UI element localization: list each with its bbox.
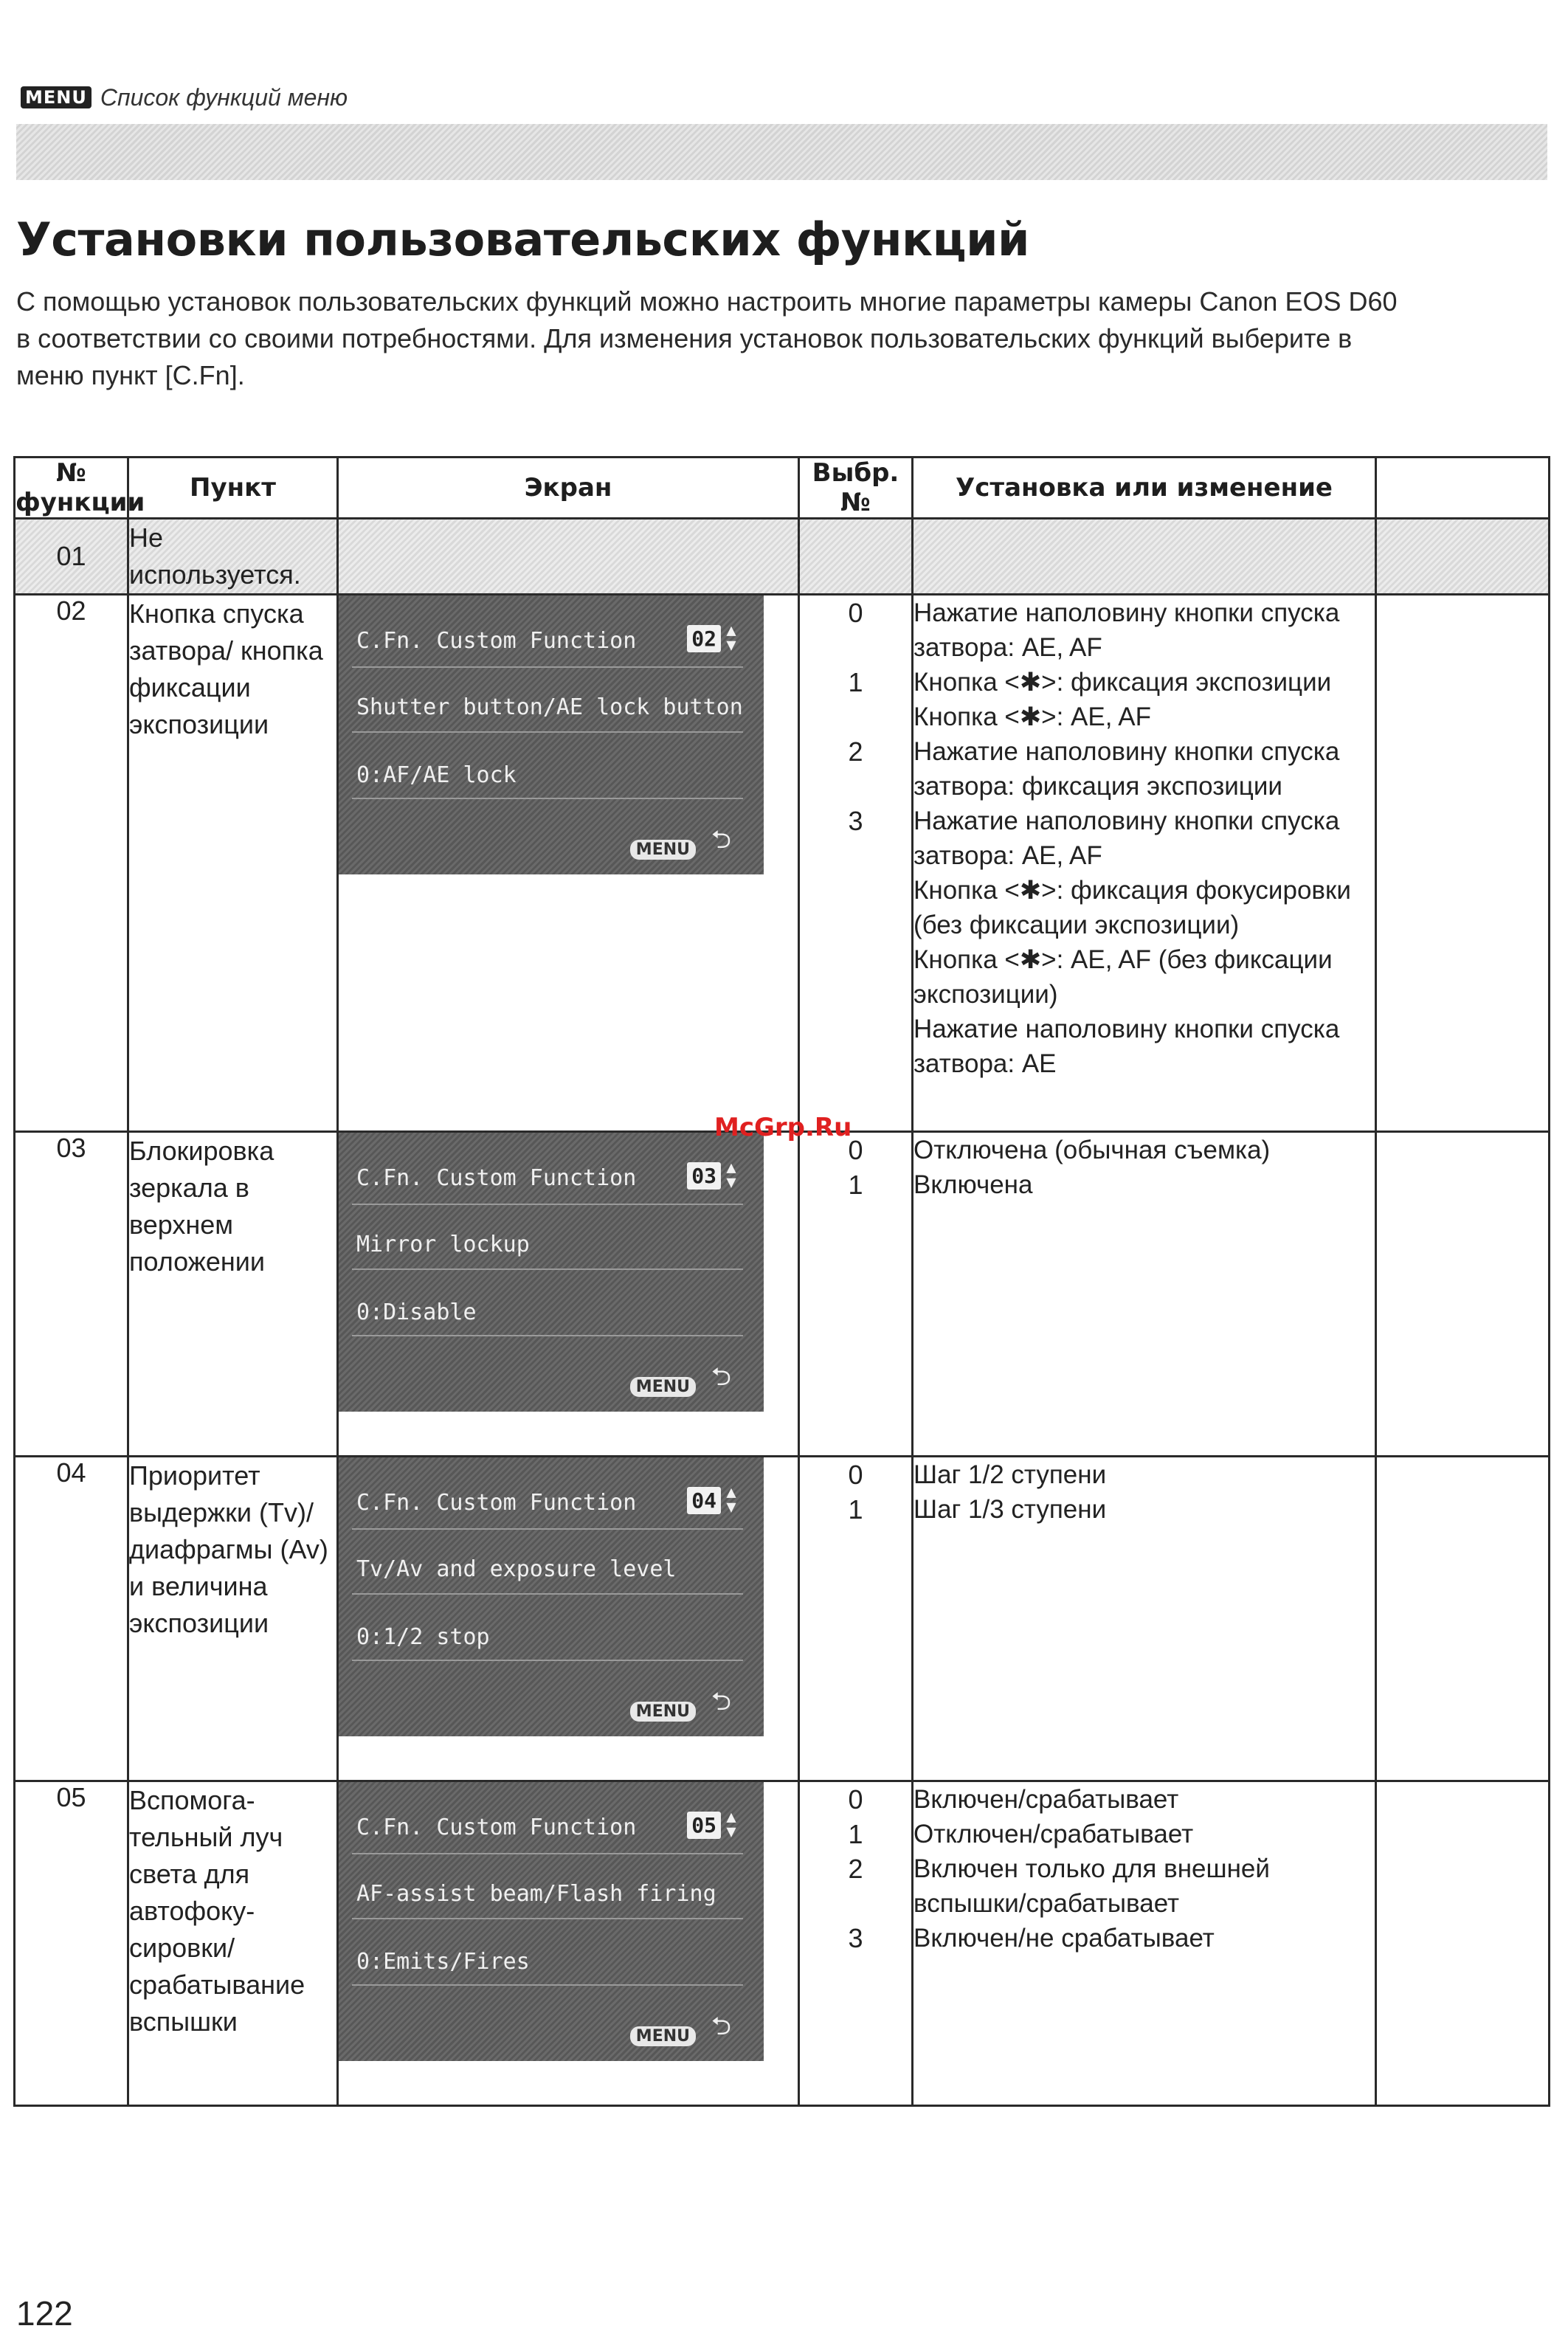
setting-text: Шаг 1/2 ступени <box>913 1460 1107 1489</box>
setting-cell <box>913 1457 1376 1781</box>
header-setting: Установка или изменение <box>913 458 1376 519</box>
lcd-menu-icon: MENU <box>630 1377 696 1397</box>
lcd-value: 0:AF/AE lock <box>356 762 517 788</box>
header-blank <box>1376 458 1550 519</box>
setting-text: Кнопка <✱>: фиксация экспозиции <box>913 668 1332 697</box>
selection-value: 1 <box>848 1819 863 1849</box>
function-number: 05 <box>15 1781 128 2106</box>
setting-text: Кнопка <✱>: AE, AF (без фиксации экспозиции) <box>913 945 1333 1009</box>
up-down-arrows-icon: ▲ ▼ <box>726 1808 736 1841</box>
setting-text: Включен только для внешней вспышки/срабатывает <box>913 1854 1270 1918</box>
setting-text: Кнопка <✱>: фиксация фокусировки (без фиксации экспозиции) <box>913 876 1351 939</box>
table-row <box>15 595 1550 1132</box>
setting-text: Включена <box>913 1170 1033 1199</box>
lcd-title: C.Fn. Custom Function <box>356 1165 637 1191</box>
function-number: 02 <box>15 595 128 1132</box>
setting-cell <box>913 595 1376 1132</box>
lcd-screen <box>339 1782 764 2061</box>
table-row <box>15 1132 1550 1457</box>
setting-text: Кнопка <✱>: AE, AF <box>913 703 1151 731</box>
selection-value: 1 <box>848 1494 863 1525</box>
setting-cell <box>913 1132 1376 1457</box>
selection-value: 2 <box>848 1854 863 1884</box>
header-item: Пункт <box>128 458 338 519</box>
screen-cell <box>338 1132 799 1457</box>
screen-cell <box>338 1457 799 1781</box>
lcd-screen <box>339 1457 764 1736</box>
screen-cell <box>338 1781 799 2106</box>
lcd-function-name: Shutter button/AE lock button <box>356 694 743 720</box>
up-down-arrows-icon: ▲ ▼ <box>726 621 736 655</box>
table-row <box>15 1781 1550 2106</box>
selection-value: 1 <box>848 1170 863 1200</box>
section-label: Список функций меню <box>100 83 348 111</box>
lcd-title: C.Fn. Custom Function <box>356 1490 637 1516</box>
lcd-menu-icon: MENU <box>630 2026 696 2046</box>
page-header <box>21 81 348 114</box>
lcd-menu-icon: MENU <box>630 1702 696 1722</box>
selection-value: 2 <box>848 736 863 767</box>
function-number: 03 <box>15 1132 128 1457</box>
function-item: Приоритет выдержки (Tv)/ диафрагмы (Av) и величина экспозиции <box>128 1457 338 1781</box>
lcd-function-number: 03 <box>687 1162 721 1190</box>
lcd-value: 0:1/2 stop <box>356 1624 490 1650</box>
lcd-screen <box>339 596 764 874</box>
custom-functions-table <box>13 456 1550 2107</box>
lcd-value: 0:Emits/Fires <box>356 1949 530 1975</box>
intro-paragraph: С помощью установок пользовательских функций можно настроить многие параметры камеры Canon EOS D60 в соответствии со своими потребностями. Для изменения установок пользовательских функций выберите в меню пункт [C.Fn]. <box>16 286 1398 390</box>
up-down-arrows-icon: ▲ ▼ <box>726 1159 736 1192</box>
table-row <box>15 1457 1550 1781</box>
table-row <box>15 519 1550 595</box>
lcd-value: 0:Disable <box>356 1299 477 1325</box>
function-number: 04 <box>15 1457 128 1781</box>
header-num: № функции <box>15 458 145 517</box>
selection-value: 3 <box>848 806 863 836</box>
selection-value: 0 <box>848 598 863 628</box>
page-title: Установки пользовательских функций <box>16 213 1029 266</box>
setting-text: Отключена (обычная съемка) <box>913 1136 1271 1164</box>
setting-cell <box>913 1781 1376 2106</box>
selection-value: 0 <box>848 1784 863 1815</box>
screen-cell <box>338 595 799 1132</box>
selection-cell <box>799 1132 913 1457</box>
lcd-function-name: Tv/Av and exposure level <box>356 1556 677 1582</box>
lcd-function-number: 04 <box>687 1487 721 1514</box>
lcd-screen <box>339 1133 764 1412</box>
return-icon: ⮌ <box>711 1687 731 1716</box>
table-header-row <box>15 458 1550 519</box>
setting-text: Отключен/срабатывает <box>913 1820 1194 1848</box>
selection-cell <box>799 1781 913 2106</box>
selection-cell <box>799 1457 913 1781</box>
selection-value: 0 <box>848 1460 863 1490</box>
selection-cell <box>799 595 913 1132</box>
lcd-function-number: 02 <box>687 625 721 652</box>
page-number: 122 <box>16 2294 73 2333</box>
return-icon: ⮌ <box>711 825 731 855</box>
lcd-title: C.Fn. Custom Function <box>356 628 637 654</box>
decorative-band <box>16 124 1547 180</box>
header-selection: Выбр. № <box>799 458 913 519</box>
header-screen: Экран <box>338 458 799 519</box>
selection-value: 3 <box>848 1923 863 1953</box>
setting-text: Нажатие наполовину кнопки спуска затвора: AE <box>913 1015 1340 1078</box>
return-icon: ⮌ <box>711 2012 731 2041</box>
function-item: Кнопка спуска затвора/ кнопка фиксации экспозиции <box>128 595 338 1132</box>
lcd-function-name: AF-assist beam/Flash firing <box>356 1881 716 1907</box>
setting-text: Нажатие наполовину кнопки спуска затвора: AE, AF <box>913 807 1340 870</box>
lcd-function-name: Mirror lockup <box>356 1232 530 1257</box>
setting-text: Нажатие наполовину кнопки спуска затвора: AE, AF <box>913 598 1340 662</box>
setting-text: Включен/срабатывает <box>913 1785 1179 1814</box>
watermark: McGrp.Ru <box>714 1113 852 1142</box>
up-down-arrows-icon: ▲ ▼ <box>726 1483 736 1516</box>
lcd-function-number: 05 <box>687 1812 721 1839</box>
menu-badge: MENU <box>21 86 91 108</box>
selection-value: 0 <box>848 1135 863 1165</box>
function-number: 01 <box>15 519 128 595</box>
setting-text: Шаг 1/3 ступени <box>913 1495 1107 1524</box>
function-item: Блокировка зеркала в верхнем положении <box>128 1132 338 1457</box>
return-icon: ⮌ <box>711 1362 731 1392</box>
lcd-menu-icon: MENU <box>630 840 696 860</box>
function-item: Вспомога- тельный луч света для автофоку- сировки/ срабатывание вспышки <box>128 1781 338 2106</box>
selection-value: 1 <box>848 667 863 697</box>
lcd-title: C.Fn. Custom Function <box>356 1815 637 1840</box>
function-item: Не используется. <box>128 519 338 595</box>
setting-text: Включен/не срабатывает <box>913 1924 1215 1953</box>
setting-text: Нажатие наполовину кнопки спуска затвора: фиксация экспозиции <box>913 737 1340 801</box>
